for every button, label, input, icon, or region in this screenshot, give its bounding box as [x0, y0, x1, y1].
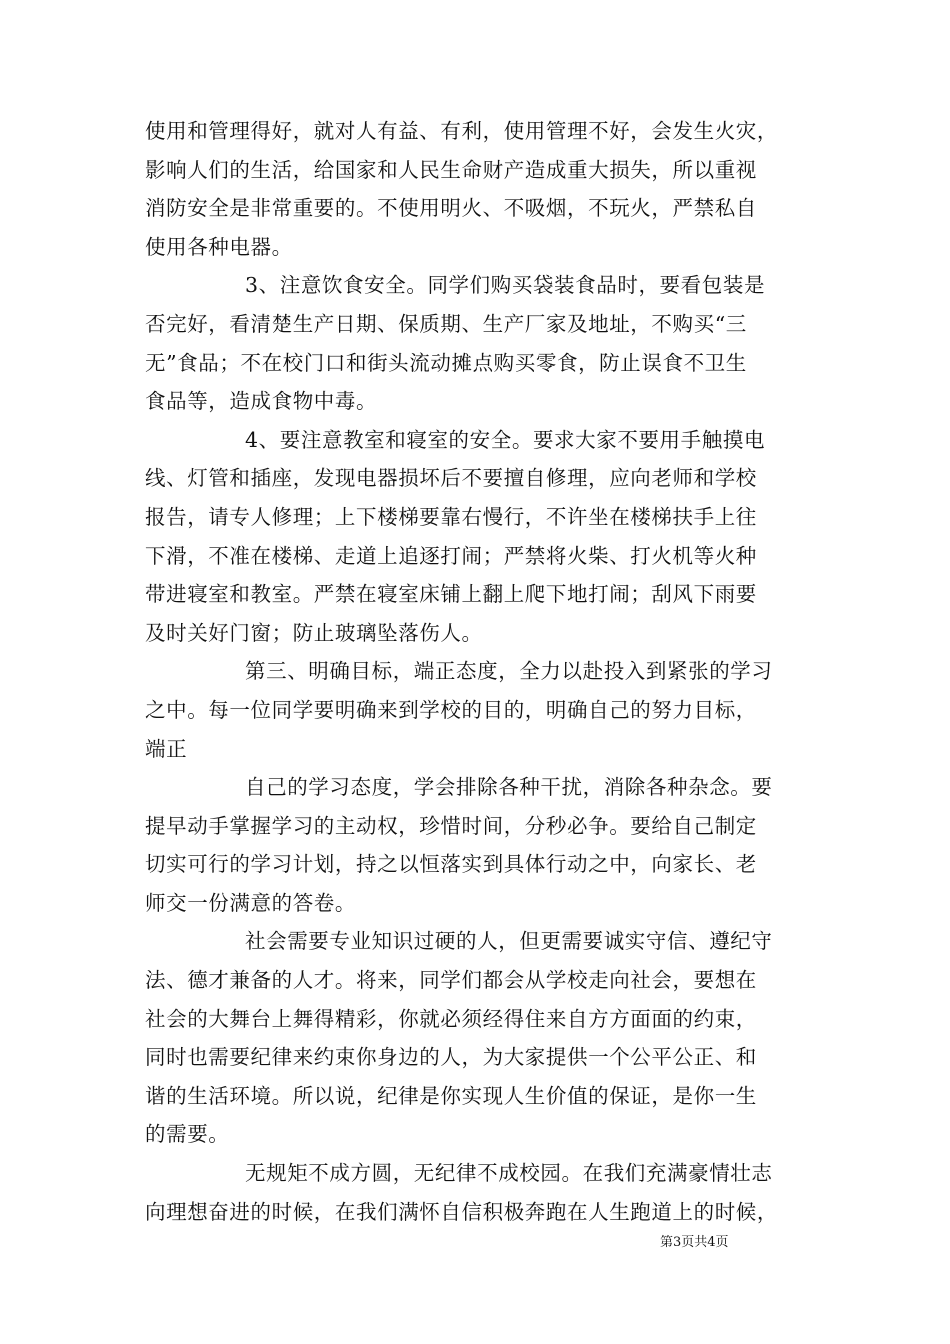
paragraph-start: 3、注意饮食安全。同学们购买袋装食品时，要看包装是	[245, 273, 766, 298]
text-line: 下滑，不准在楼梯、走道上追逐打闹；严禁将火柴、打火机等火种	[145, 543, 757, 568]
text-line: 提早动手掌握学习的主动权，珍惜时间，分秒必争。要给自己制定	[145, 813, 757, 838]
paragraph-start: 4、要注意教室和寝室的安全。要求大家不要用手触摸电	[245, 427, 766, 452]
body-text	[145, 112, 825, 1231]
text-line: 同时也需要纪律来约束你身边的人，为大家提供一个公平公正、和	[145, 1045, 757, 1070]
page-number-footer: 第3页共4页	[660, 1235, 729, 1250]
text-line: 社会的大舞台上舞得精彩，你就必须经得住来自方方面面的约束，	[145, 1006, 757, 1031]
text-line: 否完好，看清楚生产日期、保质期、生产厂家及地址，不购买“三	[145, 311, 747, 336]
text-line: 食品等，造成食物中毒。	[145, 389, 378, 414]
text-line: 的需要。	[145, 1122, 230, 1147]
text-line: 及时关好门窗；防止玻璃坠落伤人。	[145, 620, 483, 645]
text-line: 端正	[145, 736, 188, 761]
text-line: 带进寝室和教室。严禁在寝室床铺上翻上爬下地打闹；刮风下雨要	[145, 582, 757, 607]
paragraph-start: 社会需要专业知识过硬的人，但更需要诚实守信、遵纪守	[245, 929, 773, 954]
text-line: 影响人们的生活，给国家和人民生命财产造成重大损失，所以重视	[145, 157, 757, 182]
text-line: 法、德才兼备的人才。将来，同学们都会从学校走向社会，要想在	[145, 968, 757, 993]
paragraph-start: 第三、明确目标，端正态度，全力以赴投入到紧张的学习	[245, 659, 773, 684]
text-line: 使用和管理得好，就对人有益、有利，使用管理不好，会发生火灾，	[145, 119, 778, 143]
text-line: 消防安全是非常重要的。不使用明火、不吸烟，不玩火，严禁私自	[145, 196, 757, 221]
text-line: 报告，请专人修理；上下楼梯要靠右慢行，不许坐在楼梯扶手上往	[145, 504, 757, 529]
text-line: 师交一份满意的答卷。	[145, 890, 356, 915]
text-line: 谐的生活环境。所以说，纪律是你实现人生价值的保证，是你一生	[145, 1083, 757, 1108]
text-line: 切实可行的学习计划，持之以恒落实到具体行动之中，向家长、老	[145, 852, 757, 877]
text-line: 之中。每一位同学要明确来到学校的目的，明确自己的努力目标，	[145, 697, 757, 722]
text-line: 线、灯管和插座，发现电器损坏后不要擅自修理，应向老师和学校	[145, 466, 757, 491]
text-line: 无”食品；不在校门口和街头流动摊点购买零食，防止误食不卫生	[145, 350, 747, 375]
paragraph-start: 自己的学习态度，学会排除各种干扰，消除各种杂念。要	[245, 775, 773, 800]
paragraph-start: 无规矩不成方圆，无纪律不成校园。在我们充满豪情壮志	[245, 1161, 773, 1186]
text-line: 向理想奋进的时候，在我们满怀自信积极奔跑在人生跑道上的时候，	[145, 1199, 778, 1224]
text-line: 使用各种电器。	[145, 234, 293, 259]
